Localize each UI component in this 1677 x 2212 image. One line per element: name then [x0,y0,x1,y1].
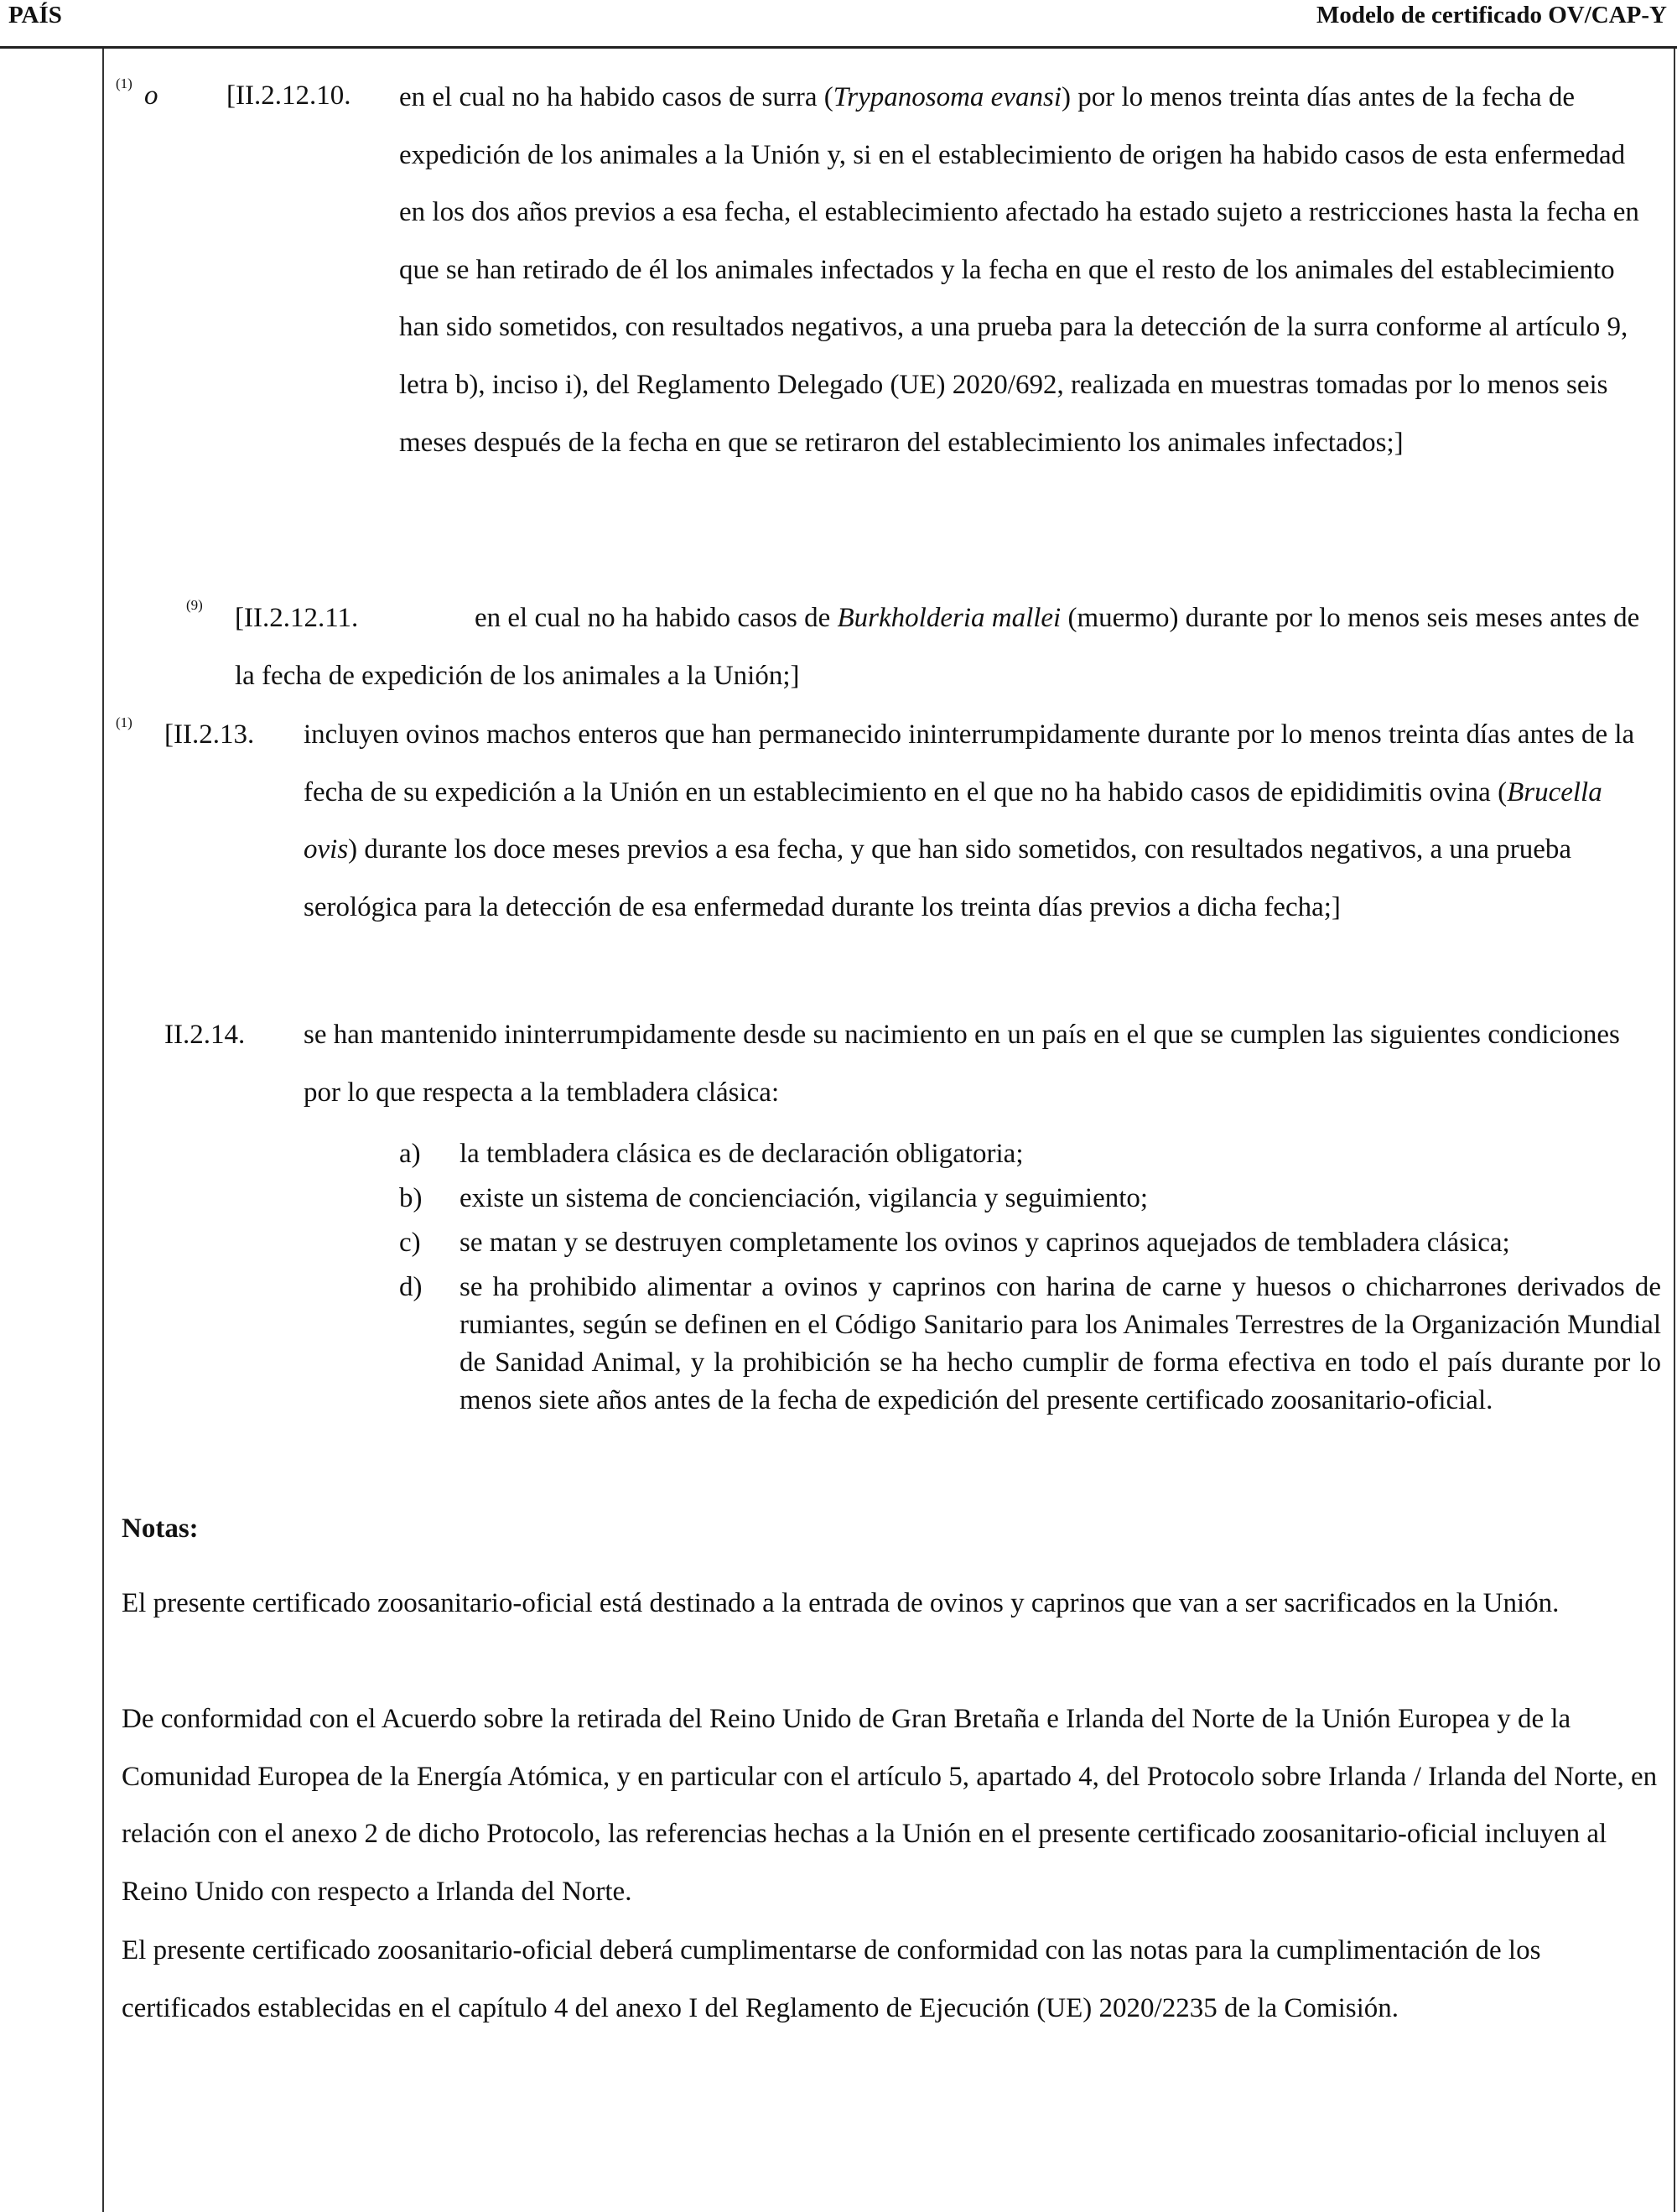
list-item: b) existe un sistema de concienciación, vigilancia y seguimiento; [399,1183,1149,1213]
note-paragraph: El presente certificado zoosanitario-oficial deberá cumplimentarse de conformidad con las notas para la cumplimentación de los certificados establecidas en el capítulo 4 del anexo I del Reglamento de Ejecución (UE) 2020/2235 de la Comisión. [122,1935,1541,2023]
section-number: [II.2.13. [164,719,255,750]
list-item: a) la tembladera clásica es de declaración obligatoria; [399,1139,1024,1169]
section-number: II.2.14. [164,1020,246,1050]
footnote-ref: (9) [186,597,203,613]
footnote-ref: (1) [116,714,132,730]
section-number: [II.2.12.10. [226,80,351,111]
header-country: PAÍS [8,2,62,29]
notes-heading: Notas: [122,1514,199,1544]
species-name: Brucella ovis [304,776,1602,865]
conditions-list [399,1135,1661,1426]
left-margin-rule [102,49,104,2212]
right-margin-rule [1674,49,1675,2212]
header-model: Modelo de certificado OV/CAP-Y [1316,2,1667,29]
note-paragraph: De conformidad con el Acuerdo sobre la retirada del Reino Unido de Gran Bretaña e Irlanda del Norte de la Unión Europea y de la Comunidad Europea de la Energía Atómica, y en particular con el artículo 5, apartado 4, del Protocolo sobre Irlanda / Irlanda del Norte, en relación con el anexo 2 de dicho Protocolo, las referencias hechas a la Unión en el presente certificado zoosanitario-oficial incluyen al Reino Unido con respecto a Irlanda del Norte. [122,1704,1658,1907]
conjunction: o [144,80,158,111]
header-rule [0,46,1677,49]
list-item: c) se matan y se destruyen completamente los ovinos y caprinos aquejados de tembladera clásica; [399,1228,1510,1258]
section-text: en el cual no ha habido casos de surra (Trypanosoma evansi) por lo menos treinta días antes de la fecha de expedición de los animales a la Unión y, si en el establecimiento de origen ha habido casos de esta enfermedad en los dos años previos a esa fecha, el establecimiento afectado ha estado sujeto a restricciones hasta la fecha en que se han retirado de él los animales infectados y la fecha en que el resto de los animales del establecimiento han sido sometidos, con resultados negativos, a una prueba para la detección de la surra conforme al artículo 9, letra b), inciso i), del Reglamento Delegado (UE) 2020/692, realizada en muestras tomadas por lo menos seis meses después de la fecha en que se retiraron del establecimiento los animales infectados;] [399,82,1639,458]
note-paragraph: El presente certificado zoosanitario-oficial está destinado a la entrada de ovinos y caprinos que van a ser sacrificados en la Unión. [122,1588,1560,1618]
footnote-ref: (1) [116,75,132,91]
section-text: se han mantenido ininterrumpidamente desde su nacimiento en un país en el que se cumplen las siguientes condiciones por lo que respecta a la tembladera clásica: [304,1020,1620,1108]
species-name: Burkholderia mallei [837,603,1062,633]
list-item: d) se ha prohibido alimentar a ovinos y caprinos con harina de carne y huesos o chicharrones derivados de rumiantes, según se definen en el Código Sanitario para los Animales Terrestres de la Organización Mundial de Sanidad Animal, y la prohibición se ha hecho cumplir de forma efectiva en todo el país durante por lo menos siete años antes de la fecha de expedición del presente certificado zoosanitario-oficial. [399,1272,1661,1415]
species-name: Trypanosoma evansi [833,82,1062,112]
section-text: en el cual no ha habido casos de Burkholderia mallei (muermo) durante por lo menos seis meses antes de la fecha de expedición de los animales a la Unión;] [235,603,1640,691]
section-number: [II.2.12.11. [235,603,359,633]
section-text: incluyen ovinos machos enteros que han permanecido ininterrumpidamente durante por lo menos treinta días antes de la fecha de su expedición a la Unión en un establecimiento en el que no ha habido casos de epididimitis ovina (Brucella ovis) durante los doce meses previos a esa fecha, y que han sido sometidos, con resultados negativos, a una prueba serológica para la detección de esa enfermedad durante los treinta días previos a dicha fecha;] [304,719,1635,922]
